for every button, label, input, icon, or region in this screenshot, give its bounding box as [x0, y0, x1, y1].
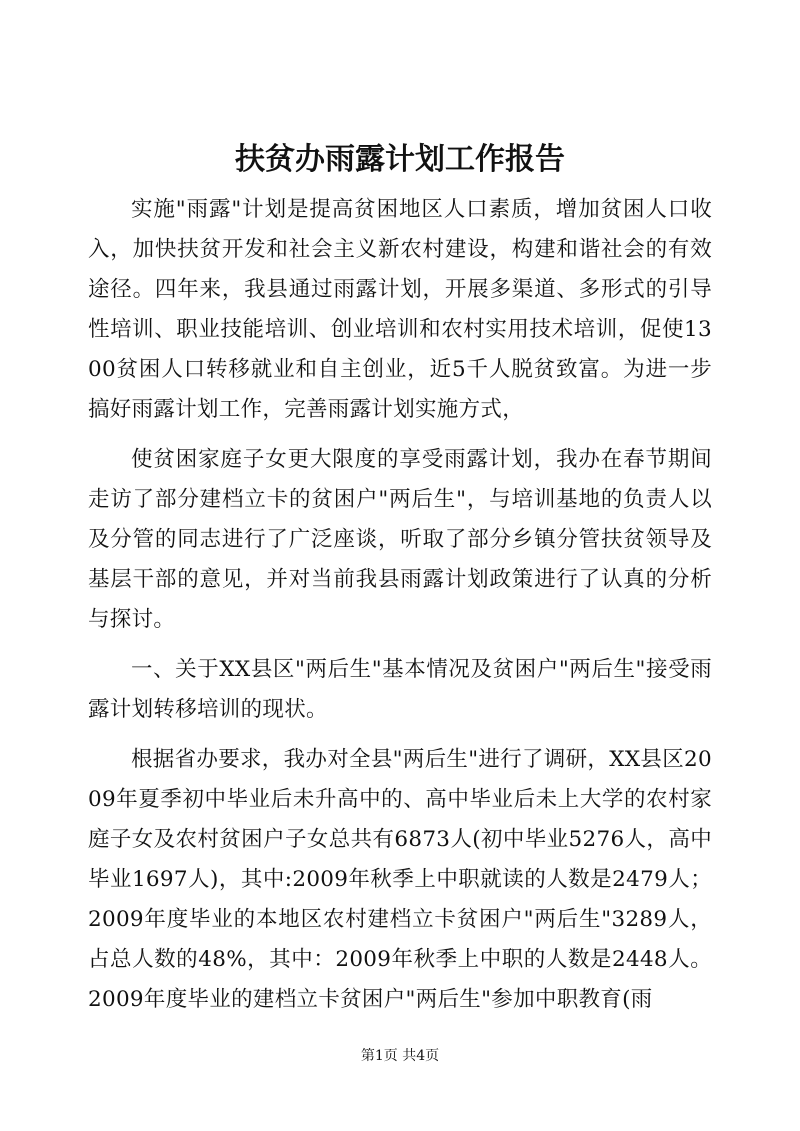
paragraph-1: 实施"雨露"计划是提高贫困地区人口素质，增加贫困人口收入，加快扶贫开发和社会主义新农村建设，构建和谐社会的有效途径。四年来，我县通过雨露计划，开展多渠道、多形式的引导性培训、职业技能培训、创业培训和农村实用技术培训，促使1300贫困人口转移就业和自主创业，近5千人脱贫致富。为进一步搞好雨露计划工作，完善雨露计划实施方式， — [88, 197, 712, 422]
page-number-footer: 第1页 共4页 — [360, 1048, 440, 1064]
document-body — [88, 190, 712, 1030]
document-title: 扶贫办雨露计划工作报告 — [235, 142, 565, 177]
paragraph-2: 使贫困家庭子女更大限度的享受雨露计划，我办在春节期间走访了部分建档立卡的贫困户"两后生"，与培训基地的负责人以及分管的同志进行了广泛座谈，听取了部分乡镇分管扶贫领导及基层干部的意见，并对当前我县雨露计划政策进行了认真的分析与探讨。 — [88, 447, 712, 632]
paragraph-3: 一、关于XX县区"两后生"基本情况及贫困户"两后生"接受雨露计划转移培训的现状。 — [88, 657, 712, 722]
paragraph-4: 根据省办要求，我办对全县"两后生"进行了调研，XX县区2009年夏季初中毕业后未升高中的、高中毕业后未上大学的农村家庭子女及农村贫困户子女总共有6873人(初中毕业5276人，高中毕业1697人)，其中:2009年秋季上中职就读的人数是2479人；2009年度毕业的本地区农村建档立卡贫困户"两后生"3289人，占总人数的48%，其中：2009年秋季上中职的人数是2448人。2009年度毕业的建档立卡贫困户"两后生"参加中职教育(雨 — [88, 747, 712, 1012]
